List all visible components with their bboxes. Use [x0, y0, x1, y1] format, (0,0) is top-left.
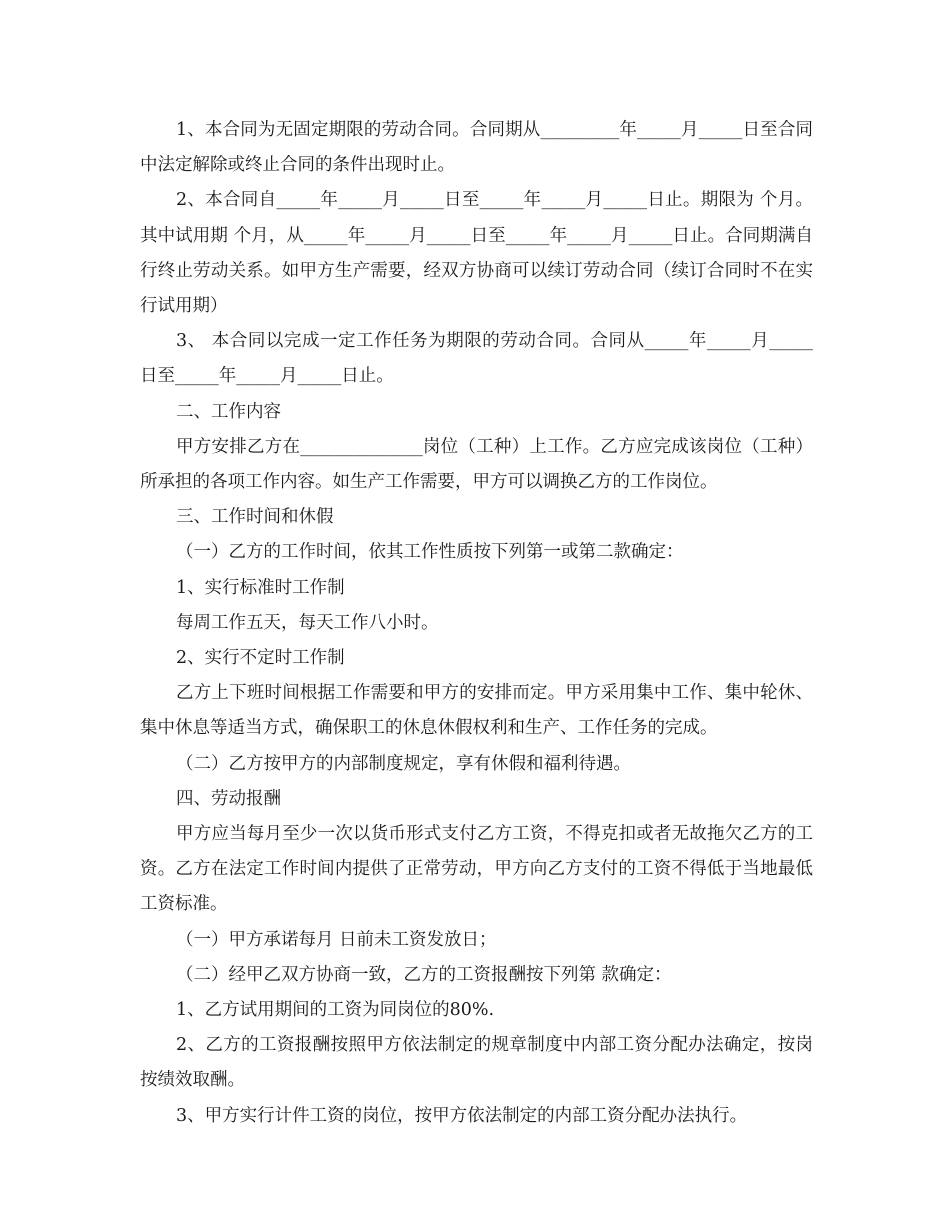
clause-remuneration: 甲方应当每月至少一次以货币形式支付乙方工资，不得克扣或者无故拖欠乙方的工资。乙方在法定工作时间内提供了正常劳动，甲方向乙方支付的工资不得低于当地最低工资标准。 — [140, 824, 813, 915]
item-standard-hours-detail: 每周工作五天，每天工作八小时。 — [176, 612, 439, 633]
item-piece-rate: 3、甲方实行计件工资的岗位，按甲方依法制定的内部工资分配办法执行。 — [176, 1105, 748, 1126]
clause-work-content: 甲方安排乙方在______________岗位（工种）上工作。乙方应完成该岗位（工种）所承担的各项工作内容。如生产工作需要，甲方可以调换乙方的工作岗位。 — [140, 436, 813, 493]
subsection-leave: （二）乙方按甲方的内部制度规定，享有休假和福利待遇。 — [176, 753, 631, 774]
section-heading-work-hours: 三、工作时间和休假 — [176, 507, 334, 528]
item-standard-hours: 1、实行标准时工作制 — [176, 577, 345, 598]
item-flexible-hours: 2、实行不定时工作制 — [176, 648, 345, 669]
section-heading-remuneration: 四、劳动报酬 — [176, 788, 281, 809]
clause-term-task: 3、 本合同以完成一定工作任务为期限的劳动合同。合同从_____年_____月_____日至_____年_____月_____日止。 — [140, 331, 813, 387]
clause-term-indefinite: 1、本合同为无固定期限的劳动合同。合同期从_________年_____月_____日至合同中法定解除或终止合同的条件出现时止。 — [140, 120, 813, 176]
document-body — [140, 113, 813, 1134]
clause-term-fixed: 2、本合同自_____年_____月_____日至_____年_____月_____日止。期限为 个月。其中试用期 个月，从_____年_____月_____日至_____年_____月_____日止。合同期满自行终止劳动关系。如甲方生产需要，经双方协商可以续订劳动合同（续订合同时不在实行试用期） — [140, 190, 813, 317]
subsection-wage-method: （二）经甲乙双方协商一致，乙方的工资报酬按下列第 款确定： — [176, 964, 672, 985]
item-probation-wage: 1、乙方试用期间的工资为同岗位的80%. — [176, 1000, 495, 1021]
subsection-payday: （一）甲方承诺每月 日前未工资发放日； — [176, 929, 497, 950]
subsection-work-hours: （一）乙方的工作时间，依其工作性质按下列第一或第二款确定： — [176, 542, 684, 563]
item-wage-rules: 2、乙方的工资报酬按照甲方依法制定的规章制度中内部工资分配办法确定，按岗按绩效取酬。 — [140, 1035, 813, 1091]
item-flexible-hours-detail: 乙方上下班时间根据工作需要和甲方的安排而定。甲方采用集中工作、集中轮休、集中休息等适当方式，确保职工的休息休假权利和生产、工作任务的完成。 — [140, 683, 813, 739]
section-heading-work-content: 二、工作内容 — [176, 401, 281, 422]
